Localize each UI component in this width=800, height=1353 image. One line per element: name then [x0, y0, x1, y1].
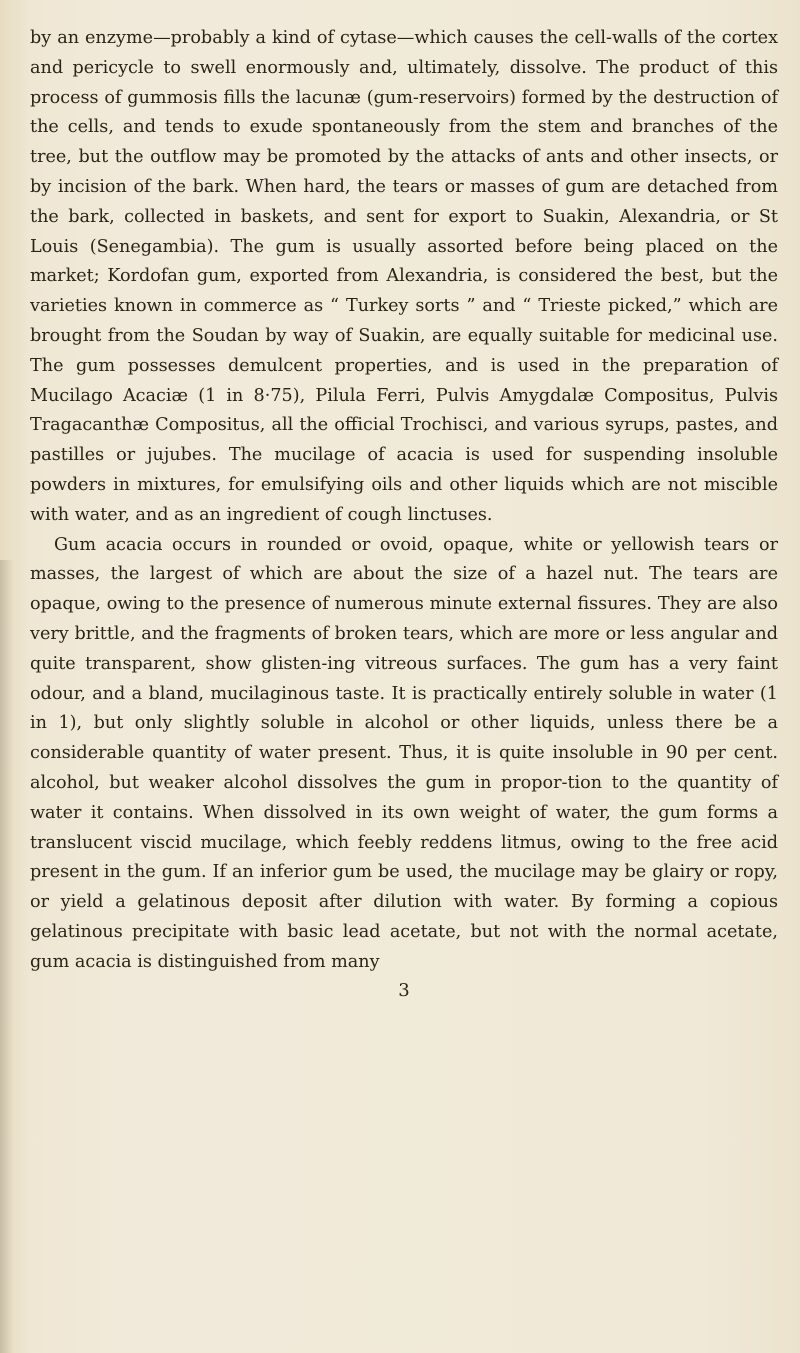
page-number: 3 [398, 979, 410, 1001]
body-text [30, 24, 778, 978]
page-edge-shadow [0, 560, 14, 1353]
paragraph-1: by an enzyme—probably a kind of cytase—which causes the cell-walls of the cortex and pericycle to swell enormously and, ultimately, dissolve. The product of this process of gummosis fills the lacunæ (gum-reservoirs) formed by the destruction of the cells, and tends to exude spontaneously from the stem and branches of the tree, but the outflow may be promoted by the attacks of ants and other insects, or by incision of the bark. When hard, the tears or masses of gum are detached from the bark, collected in baskets, and sent for export to Suakin, Alexandria, or St Louis (Senegambia). The gum is usually assorted before being placed on the market; Kordofan gum, exported from Alexandria, is considered the best, but the varieties known in commerce as “ Turkey sorts ” and “ Trieste picked,” which are brought from the Soudan by way of Suakin, are equally suitable for medicinal use. The gum possesses demulcent properties, and is used in the preparation of Mucilago Acaciæ (1 in 8·75), Pilula Ferri, Pulvis Amygdalæ Compositus, Pulvis Tragacanthæ Compositus, all the official Trochisci, and various syrups, pastes, and pastilles or jujubes. The mucilage of acacia is used for suspending insoluble powders in mixtures, for emulsifying oils and other liquids which are not miscible with water, and as an ingredient of cough linctuses. [30, 28, 778, 525]
paragraph-2: Gum acacia occurs in rounded or ovoid, opaque, white or yellowish tears or masses, the largest of which are about the size of a hazel nut. The tears are opaque, owing to the presence of numerous minute external fissures. They are also very brittle, and the fragments of broken tears, which are more or less angular and quite transparent, show glisten-ing vitreous surfaces. The gum has a very faint odour, and a bland, mucilaginous taste. It is practically entirely soluble in water (1 in 1), but only slightly soluble in alcohol or other liquids, unless there be a considerable quantity of water present. Thus, it is quite insoluble in 90 per cent. alcohol, but weaker alcohol dissolves the gum in propor-tion to the quantity of water it contains. When dissolved in its own weight of water, the gum forms a translucent viscid mucilage, which feebly reddens litmus, owing to the free acid present in the gum. If an inferior gum be used, the mucilage may be glairy or ropy, or yield a gelatinous deposit after dilution with water. By forming a copious gelatinous precipitate with basic lead acetate, but not with the normal acetate, gum acacia is distinguished from many [30, 534, 778, 972]
